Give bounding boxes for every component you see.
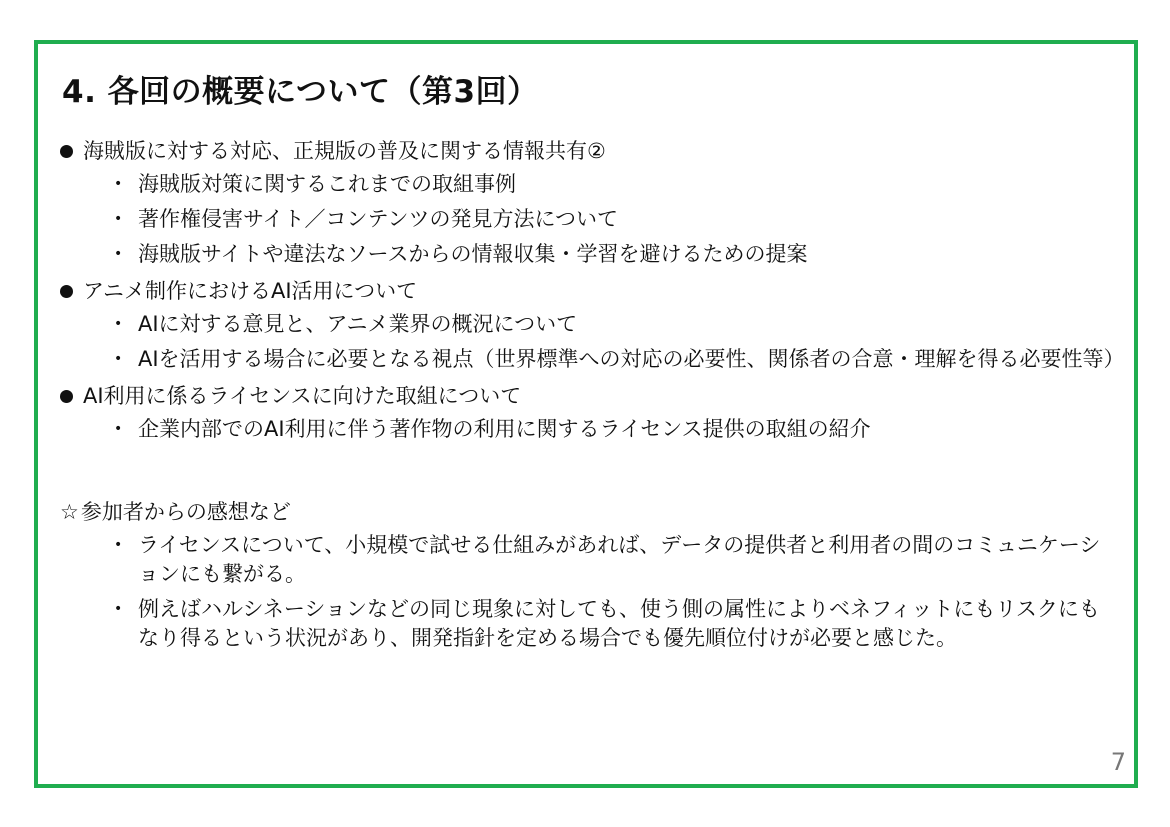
section-ai-license (60, 382, 1120, 444)
section-anime-ai (60, 277, 1125, 374)
bullet-dot-icon (60, 145, 73, 158)
slide-body (60, 137, 1125, 659)
sub-bullet-icon: • (114, 351, 123, 367)
sub-bullet-icon: • (114, 537, 123, 553)
list-item-text: ライセンスについて、小規模で試せる仕組みがあれば、データの提供者と利用者の間のコミュニケーションにも繋がる。 (138, 533, 1101, 586)
section-heading-text: 海賊版に対する対応、正規版の普及に関する情報共有② (83, 139, 606, 163)
list-item-text: 企業内部でのAI利用に伴う著作物の利用に関するライセンス提供の取組の紹介 (138, 417, 871, 441)
sub-bullet-icon: • (114, 246, 123, 262)
list-item (114, 170, 1120, 199)
section-heading-text: アニメ制作におけるAI活用について (83, 279, 418, 303)
sub-bullet-icon: • (114, 211, 123, 227)
list-item-text: 著作権侵害サイト／コンテンツの発見方法について (138, 207, 619, 231)
sub-bullet-icon: • (114, 176, 123, 192)
sub-list (60, 310, 1125, 374)
sub-list (60, 415, 1120, 444)
list-item-text: 海賊版対策に関するこれまでの取組事例 (138, 172, 516, 196)
sub-bullet-icon: • (114, 421, 123, 437)
section-piracy (60, 137, 1120, 269)
list-item (114, 205, 1120, 234)
sub-bullet-icon: • (114, 601, 123, 617)
bullet-dot-icon (60, 285, 73, 298)
list-item-text: 海賊版サイトや違法なソースからの情報収集・学習を避けるための提案 (138, 242, 808, 266)
section-heading (60, 137, 1120, 166)
bullet-dot-icon (60, 390, 73, 403)
list-item (114, 345, 1125, 374)
section-heading-text: AI利用に係るライセンスに向けた取組について (83, 384, 522, 408)
section-heading (60, 382, 1120, 411)
slide-title: 4. 各回の概要について（第3回） (62, 74, 539, 110)
star-icon: ☆ (60, 500, 79, 524)
list-item (114, 240, 1120, 269)
impressions-list (60, 531, 1120, 653)
sub-list (60, 170, 1120, 269)
list-item-text: AIに対する意見と、アニメ業界の概況について (138, 312, 578, 336)
list-item (114, 595, 1120, 653)
list-item (114, 531, 1120, 589)
list-item (114, 310, 1120, 339)
list-item-text: AIを活用する場合に必要となる視点（世界標準への対応の必要性、関係者の合意・理解を得る必要性等） (138, 347, 1125, 371)
page-number: 7 (1110, 748, 1126, 776)
impressions-heading-text: 参加者からの感想など (80, 500, 291, 524)
sub-bullet-icon: • (114, 316, 123, 332)
section-heading (60, 277, 1120, 306)
impressions-heading (60, 498, 1120, 527)
slide-frame (34, 40, 1138, 788)
list-item (114, 415, 1120, 444)
list-item-text: 例えばハルシネーションなどの同じ現象に対しても、使う側の属性によりベネフィットにもリスクにもなり得るという状況があり、開発指針を定める場合でも優先順位付けが必要と感じた。 (138, 597, 1100, 650)
